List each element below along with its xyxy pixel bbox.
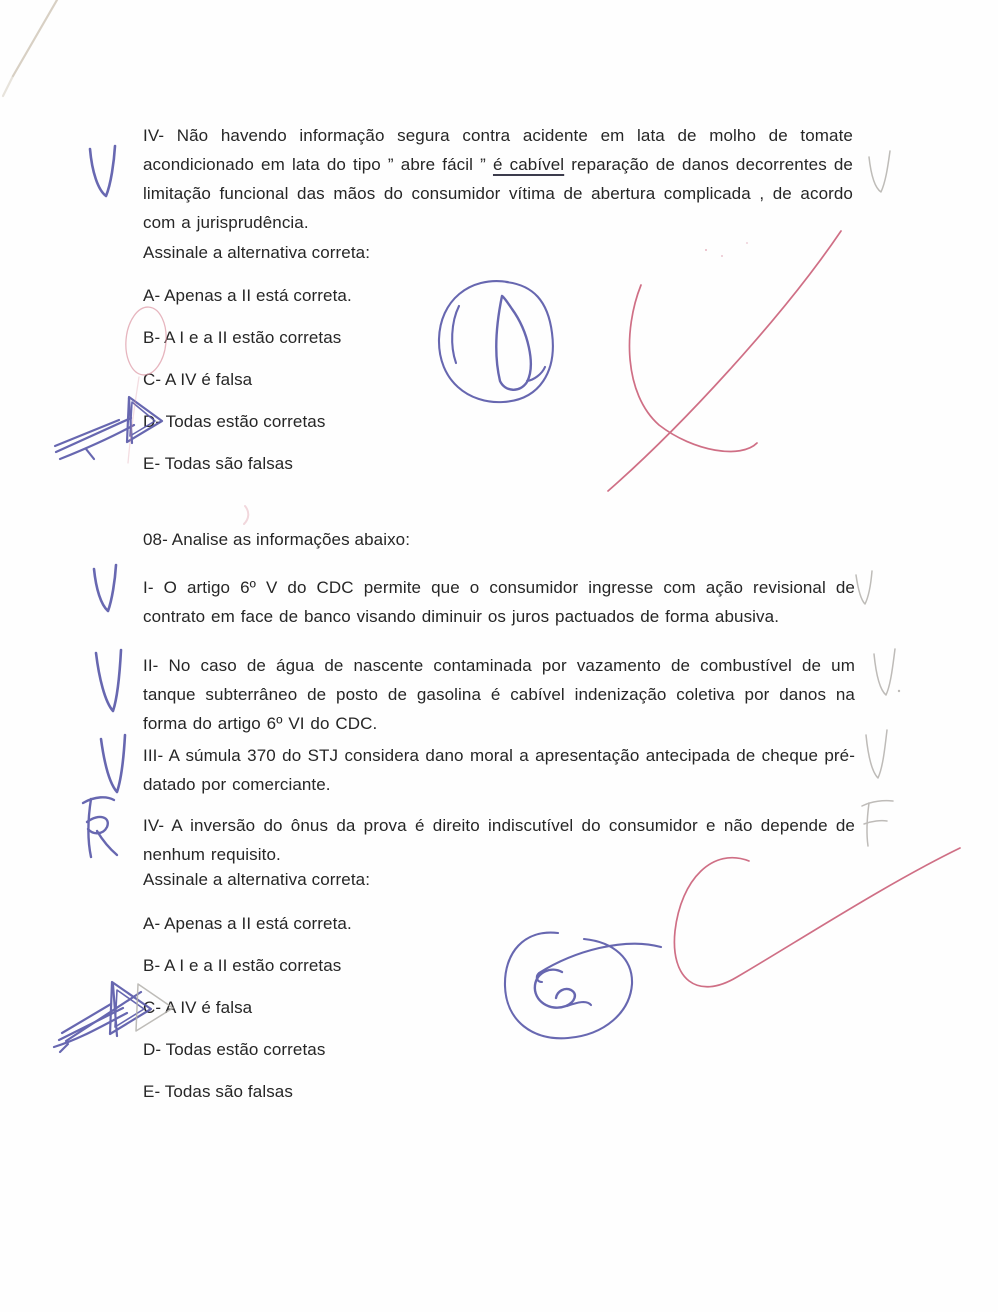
question8-item-ii: II- No caso de água de nascente contaminada por vazamento de combustível de um tanque subterrâneo de posto de gasolina é cabível indenização coletiva por danos na forma do artigo 6º VI do CDC. — [143, 656, 855, 733]
circled-answer-d-icon — [439, 281, 553, 402]
checkmark-q8-item-iii-right-icon — [866, 730, 887, 778]
question8-item-iv: IV- A inversão do ônus da prova é direito indiscutível do consumidor e não depende de nenhum requisito. — [143, 816, 855, 864]
question7-option-b: B- A I e a II estão corretas — [143, 328, 342, 347]
checkmark-q8-item-i-right-icon — [856, 571, 872, 604]
checkmark-q8-item-ii-right-icon — [874, 649, 900, 695]
pen-underlined-phrase: é cabível — [492, 155, 565, 174]
pink-smudge-above-q8-icon — [244, 506, 248, 524]
item-iv-text-before: IV- Não havendo informação segura contra acidente em lata de molho de tomate acondicionado em lata do tipo ” abre fácil ” — [143, 126, 853, 174]
question8-item-iii: III- A súmula 370 do STJ considera dano moral a apresentação antecipada de cheque pré-datado por comerciante. — [143, 746, 855, 794]
pink-faint-tail-icon — [128, 377, 139, 463]
question8-option-b: B- A I e a II estão corretas — [143, 956, 342, 975]
question7-option-a: A- Apenas a II está correta. — [143, 286, 352, 305]
question8-prompt: Assinale a alternativa correta: — [143, 870, 371, 889]
item-iv-text-after: reparação de danos decorrentes de limitação funcional das mãos do consumidor vítima de abertura complicada , de acordo com a jurisprudência. — [143, 155, 853, 232]
question7-option-e: E- Todas são falsas — [143, 454, 293, 473]
scan-corner-fold-line — [3, 0, 57, 96]
letter-f-q8-item-iv-right-icon — [862, 801, 893, 846]
question7-option-c: C- A IV é falsa — [143, 370, 253, 389]
circled-answer-c-icon — [505, 933, 661, 1039]
question8-item-i: I- O artigo 6º V do CDC permite que o consumidor ingresse com ação revisional de contrato em face de banco visando diminuir os juros pactuados de forma abusiva. — [143, 578, 855, 626]
question7-item-iv-paragraph — [143, 121, 853, 237]
question8-option-d: D- Todas estão corretas — [143, 1040, 326, 1059]
checkmark-q7-left-margin-icon — [90, 146, 115, 196]
checkmark-q7-right-margin-icon — [869, 151, 890, 192]
checkmark-q8-item-iii-left-icon — [101, 735, 125, 792]
question7-prompt: Assinale a alternativa correta: — [143, 243, 371, 262]
arrow-to-option-c-icon — [54, 982, 151, 1052]
question8-option-c: C- A IV é falsa — [143, 998, 253, 1017]
question7-option-d: D- Todas estão corretas — [143, 412, 326, 431]
question8-heading: 08- Analise as informações abaixo: — [143, 530, 411, 549]
checkmark-q8-item-i-left-icon — [94, 565, 116, 611]
grade-x-mark-q7-icon — [608, 231, 841, 491]
question8-option-e: E- Todas são falsas — [143, 1082, 293, 1101]
checkmark-q8-item-ii-left-icon — [96, 650, 121, 711]
letter-f-q8-item-iv-left-icon — [83, 797, 117, 857]
question8-option-a: A- Apenas a II está correta. — [143, 914, 352, 933]
